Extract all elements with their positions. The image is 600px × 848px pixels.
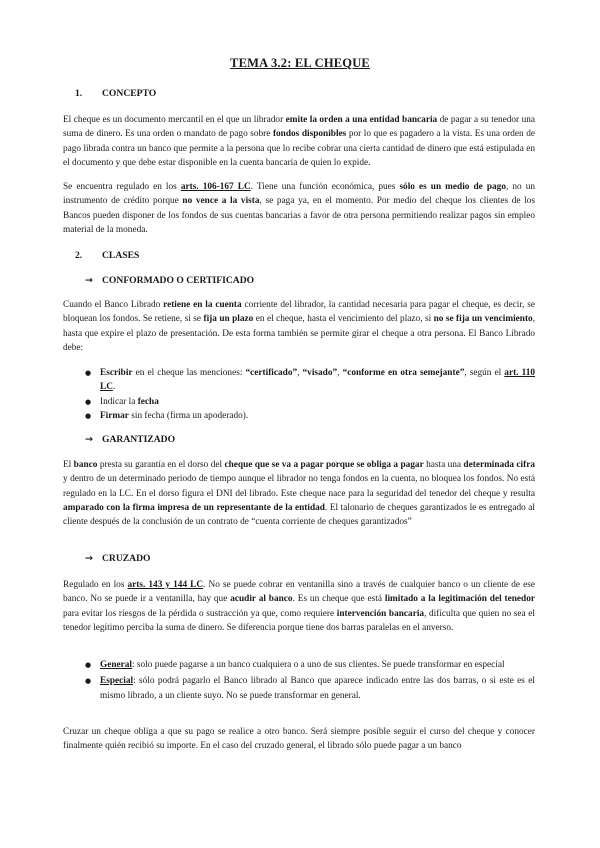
law-reference: art. 110 LC	[100, 368, 535, 393]
paragraph-cruzado: Regulado en los arts. 143 y 144 LC. No se puede cobrar en ventanilla sino a través de cualquier banco o un cliente de ese banco. No se puede ir a ventanilla, hay que acudir al banco. Es un cheque que está limitado a la legitimación del tenedor para evitar los riesgos de la pérdida o sustracción ya que, como requiere intervención bancaria, dificulta que quien no sea el tenedor legítimo perciba la suma de dinero. Se diferencia porque tiene dos barras paralelas en el anverso.	[63, 580, 535, 633]
law-reference: arts. 106-167 LC	[180, 182, 251, 192]
list-item: ● Especial: sólo podrá pagarlo el Banco librado al Banco que aparece indicado entre las dos barras, o si este es el mismo librado, a un cliente suyo. No se puede transformar en general.	[85, 674, 535, 703]
page-title: TEMA 3.2: EL CHEQUE	[230, 56, 370, 70]
emphasis: emite la orden a una entidad bancaria	[285, 115, 438, 125]
list-conformado	[85, 366, 535, 423]
section-number: 1.	[75, 88, 83, 99]
emphasis: no vence a la vista	[182, 196, 260, 207]
list-cruzado	[85, 658, 535, 703]
section-number: 2.	[75, 250, 83, 261]
subheading-cruzado	[85, 553, 151, 564]
subheading-title: CRUZADO	[102, 553, 151, 564]
list-item: ● Escribir en el cheque las menciones: “certificado”, “visado”, “conforme en otra semejante”, según el art. 110 LC.	[85, 366, 535, 395]
arrow-right-icon: →	[85, 275, 93, 286]
subheading-conformado	[85, 275, 254, 286]
paragraph-cruzado-2: Cruzar un cheque obliga a que su pago se realice a otro banco. Será siempre posible seguir el curso del cheque y conocer finalmente quién recibió su importe. En el caso del cruzado general, el librado sólo puede pagar a un banco	[63, 727, 535, 752]
list-item: ● General: solo puede pagarse a un banco cualquiera o a uno de sus clientes. Se puede transformar en especial	[85, 658, 535, 672]
subheading-garantizado	[85, 434, 175, 445]
paragraph-conformado: Cuando el Banco Librado retiene en la cuenta corriente del librador, la cantidad necesaria para pagar el cheque, es decir, se bloquean los fondos. Se retiene, si se fija un plazo en el cheque, hasta el vencimiento del plazo, si no se fija un vencimiento, hasta que expire el plazo de presentación. De esta forma también se permite girar el cheque a otra persona. El Banco Librado debe:	[63, 300, 536, 353]
section-title: CONCEPTO	[102, 88, 157, 99]
arrow-right-icon: →	[85, 434, 93, 445]
emphasis: fondos disponibles	[272, 129, 347, 140]
law-reference: arts. 143 y 144 LC	[127, 580, 204, 590]
paragraph-concepto-1: El cheque es un documento mercantil en el que un librador emite la orden a una entidad bancaria de pagar a su tenedor una suma de dinero. Es una orden o mandato de pago sobre fondos disponibles por lo que es pagadero a la vista. Es una orden de pago librada contra un banco que permite a la persona que lo recibe cobrar una cierta cantidad de dinero que está estipulada en el documento y que debe estar disponible en la cuenta bancaria de quien lo expide.	[63, 115, 535, 168]
arrow-right-icon: →	[85, 553, 93, 564]
list-item: ● Firmar sin fecha (firma un apoderado).	[85, 409, 535, 423]
section-title: CLASES	[102, 250, 140, 261]
subheading-title: GARANTIZADO	[102, 434, 176, 445]
section-heading-clases	[75, 250, 139, 261]
list-item: ● Indicar la fecha	[85, 395, 535, 409]
emphasis: no se fija un vencimiento	[433, 314, 533, 325]
emphasis: sólo es un medio de pago	[399, 182, 506, 192]
subheading-title: CONFORMADO O CERTIFICADO	[102, 275, 255, 286]
paragraph-concepto-2: Se encuentra regulado en los arts. 106-167 LC. Tiene una función económica, pues sólo es un medio de pago, no un instrumento de crédito porque no vence a la vista, se paga ya, en el momento. Por medio del cheque los clientes de los Bancos pueden disponer de los fondos de sus cuentas bancarias a favor de otra persona permitiendo realizar pagos sin empleo material de la moneda.	[63, 182, 535, 235]
emphasis: retiene en la cuenta	[163, 300, 242, 310]
paragraph-garantizado: El banco presta su garantía en el dorso del cheque que se va a pagar porque se obliga a pagar hasta una determinada cifra y dentro de un determinado periodo de tiempo aunque el librador no tenga fondos en la cuenta, no bloquea los fondos. No está regulado en la LC. En el dorso figura el DNI del librado. Este cheque nace para la seguridad del tenedor del cheque y resulta amparado con la firma impresa de un representante de la entidad. El talonario de cheques garantizados le es entregado al cliente después de la conclusión de un contrato de “cuenta corriente de cheques garantizados”	[63, 460, 536, 528]
emphasis: fija un plazo	[203, 314, 254, 325]
section-heading-concepto	[75, 88, 156, 99]
